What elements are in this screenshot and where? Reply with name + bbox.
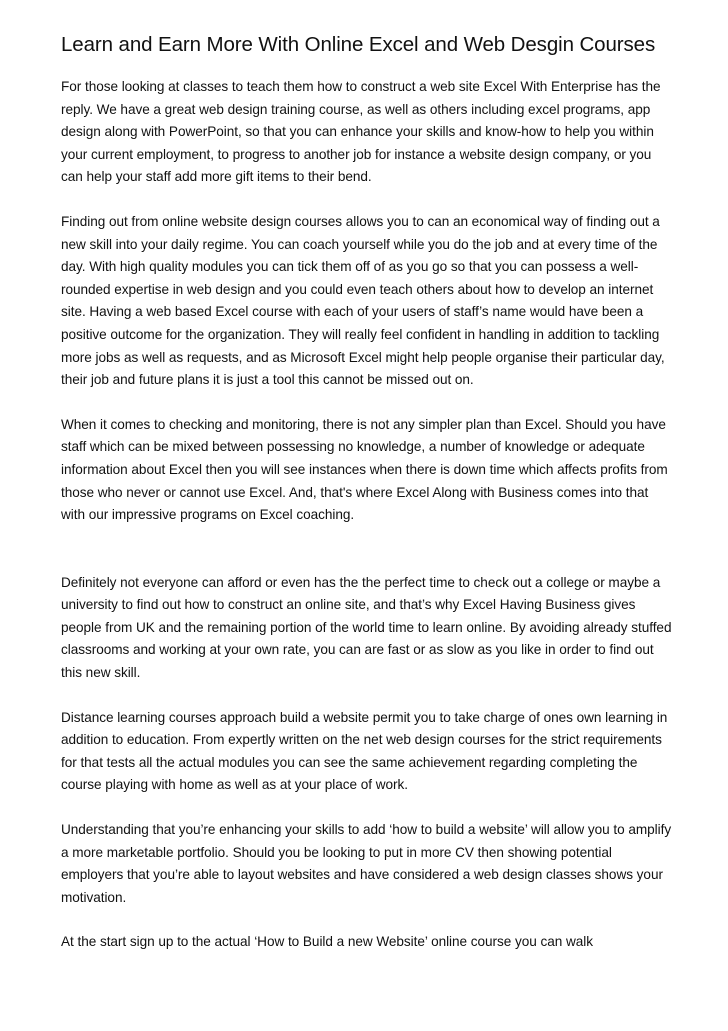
paragraph-2: Finding out from online website design courses allows you to can an economical way of finding out a new skill into your daily regime. You can coach yourself while you do the job and at every time of the day. With high quality modules you can tick them off of as you go so that you can possess a well-rounded expertise in web design and you could even teach others about how to develop an internet site. Having a web based Excel course with each of your users of staff’s name would have been a positive outcome for the organization. They will really feel confident in handling in addition to tackling more jobs as well as requests, and as Microsoft Excel might help people organise their particular day, their job and future plans it is just a tool this cannot be missed out on. bbox=[61, 213, 665, 388]
paragraph-3: When it comes to checking and monitoring, there is not any simpler plan than Excel. Should you have staff which can be mixed between possessing no knowledge, a number of knowledge or adequate information about Excel then you will see instances when there is down time which affects profits from those who never or cannot use Excel. And, that's where Excel Along with Business comes into that with our impressive programs on Excel coaching. bbox=[61, 416, 668, 523]
document-page bbox=[61, 33, 673, 976]
paragraph-7: At the start sign up to the actual ‘How to Build a new Website’ online course you can walk bbox=[61, 934, 593, 950]
paragraph-6: Understanding that you’re enhancing your skills to add ‘how to build a website’ will allow you to amplify a more marketable portfolio. Should you be looking to put in more CV then showing potential employers that you’re able to layout websites and have considered a web design classes shows your motivation. bbox=[61, 822, 672, 905]
paragraph-5: Distance learning courses approach build a website permit you to take charge of ones own learning in addition to education. From expertly written on the net web design courses for the strict requirements for that tests all the actual modules you can see the same achievement regarding completing the course playing with home as well as at your place of work. bbox=[61, 709, 668, 793]
paragraph-1: For those looking at classes to teach them how to construct a web site Excel With Enterprise has the reply. We have a great web design training course, as well as others including excel programs, app design along with PowerPoint, so that you can enhance your skills and know-how to help you within your current employment, to progress to another job for instance a website design company, or you can help your staff add more gift items to their bend. bbox=[61, 79, 661, 185]
paragraph-4: Definitely not everyone can afford or even has the the perfect time to check out a college or maybe a university to find out how to construct an online site, and that’s why Excel Having Business gives people from UK and the remaining portion of the world time to learn online. By avoiding already stuffed classrooms and working at your own rate, you can are fast or as slow as you like in order to find out this new skill. bbox=[61, 574, 672, 681]
document-title: Learn and Earn More With Online Excel and Web Desgin Courses bbox=[61, 33, 656, 56]
